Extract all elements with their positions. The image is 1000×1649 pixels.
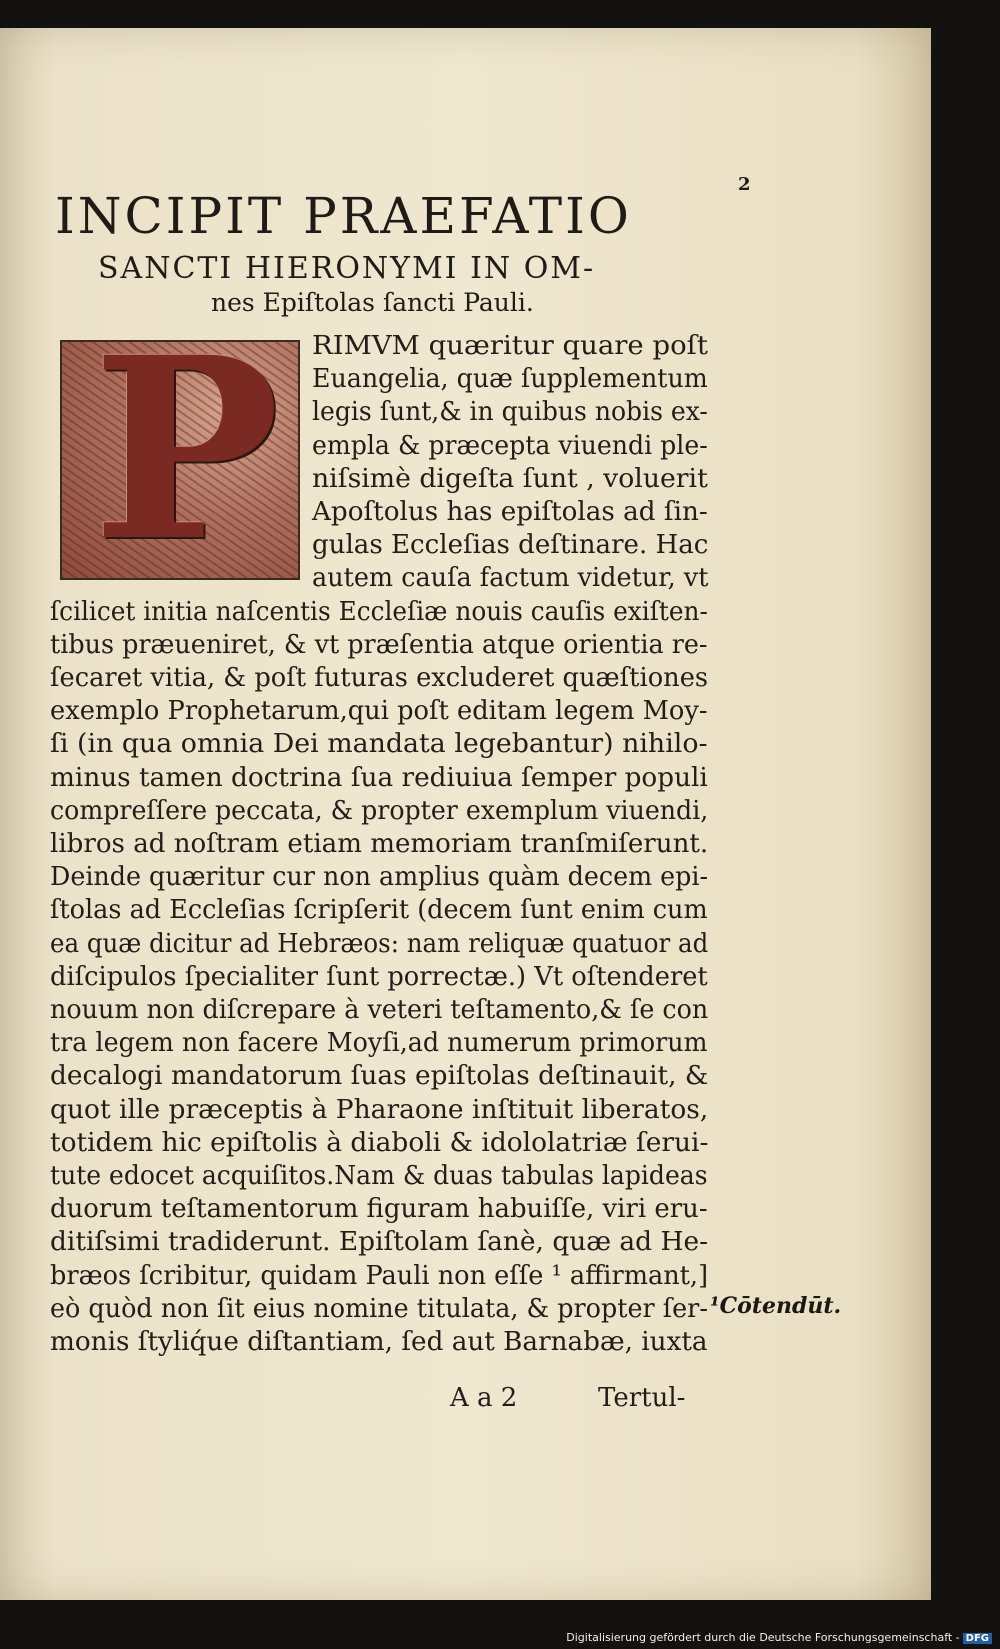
initial-letter: P <box>92 340 280 580</box>
dfg-logo: DFG <box>963 1633 992 1644</box>
text-line: monis ſtyliq́ue diſtantiam, ſed aut Barnabæ, iuxta <box>50 1327 708 1357</box>
text-line: Deinde quæritur cur non amplius quàm decem epi- <box>50 862 709 893</box>
text-line: exemplo Prophetarum,qui poſt editam legem Moy- <box>50 696 708 727</box>
text-line: ſi (in qua omnia Dei mandata legebantur) nihilo- <box>50 729 708 760</box>
text-line: quot ille præceptis à Pharaone inſtituit liberatos, <box>50 1094 709 1125</box>
catchword: Tertul- <box>598 1383 686 1413</box>
title-line-3: nes Epiſtolas ſancti Pauli. <box>211 288 534 317</box>
text-line: empla & præcepta viuendi ple- <box>312 430 708 461</box>
credit-text: Digitalisierung gefördert durch die Deutsche Forschungsgemeinschaft - <box>566 1631 960 1644</box>
text-line: autem cauſa factum videtur, vt <box>312 563 709 594</box>
text-line: tra legem non facere Moyſi,ad numerum primorum <box>50 1028 708 1059</box>
text-line: ſtolas ad Eccleſias ſcripſerit (decem ſunt enim cum <box>50 895 708 926</box>
text-line: gulas Eccleſias deſtinare. Hac <box>312 530 709 561</box>
text-line: ſecaret vitia, & poſt futuras excluderet quæſtiones <box>50 663 709 693</box>
decorated-initial-woodcut <box>60 340 300 580</box>
title-line-1: INCIPIT PRAEFATIO <box>55 187 632 245</box>
text-line: ſcilicet initia naſcentis Eccleſiæ nouis cauſis exiſten- <box>50 596 708 627</box>
text-line: Apoſtolus has epiſtolas ad ſin- <box>312 497 708 527</box>
folio-number: 2 <box>738 174 751 195</box>
title-line-2: SANCTI HIERONYMI IN OM- <box>98 251 596 286</box>
digitization-credit <box>566 1631 992 1644</box>
signature-mark: A a 2 <box>450 1383 518 1413</box>
text-line: niſsimè digeſta ſunt , voluerit <box>312 463 708 494</box>
text-line: Euangelia, quæ ſupplementum <box>312 364 708 395</box>
text-line: ditiſsimi tradiderunt. Epiſtolam ſanè, quæ ad He- <box>50 1227 709 1258</box>
text-line: tibus præueniret, & vt præſentia atque orientia re- <box>50 629 708 660</box>
text-line: tute edocet acquiſitos.Nam & duas tabulas lapideas <box>50 1161 708 1191</box>
text-line: decalogi mandatorum ſuas epiſtolas deſtinauit, & <box>50 1061 709 1092</box>
text-line: duorum teſtamentorum figuram habuiſſe, viri eru- <box>50 1194 708 1225</box>
text-line: bræos ſcribitur, quidam Pauli non eſſe ¹ affirmant,] <box>50 1260 709 1291</box>
text-line: compreſſere peccata, & propter exemplum viuendi, <box>50 795 709 826</box>
text-line: libros ad noſtram etiam memoriam tranſmiſerunt. <box>50 829 709 859</box>
text-line: legis ſunt,& in quibus nobis ex- <box>312 397 708 428</box>
text-line: eò quòd non ſit eius nomine titulata, & propter ſer- <box>50 1293 708 1324</box>
text-line: diſcipulos ſpecialiter ſunt porrectæ.) Vt oſtenderet <box>50 961 708 992</box>
text-line: totidem hic epiſtolis à diaboli & idololatriæ ſerui- <box>50 1127 709 1158</box>
book-page <box>0 28 931 1600</box>
text-line: nouum non diſcrepare à veteri teſtamento,& ſe con <box>50 995 709 1025</box>
text-line: RIMVM quæritur quare poſt <box>312 331 708 361</box>
text-line: minus tamen doctrina ſua rediuiua ſemper populi <box>50 762 708 793</box>
marginal-note: ¹Cōtendūt. <box>710 1293 842 1319</box>
text-line: ea quæ dicitur ad Hebræos: nam reliquæ quatuor ad <box>50 928 709 959</box>
